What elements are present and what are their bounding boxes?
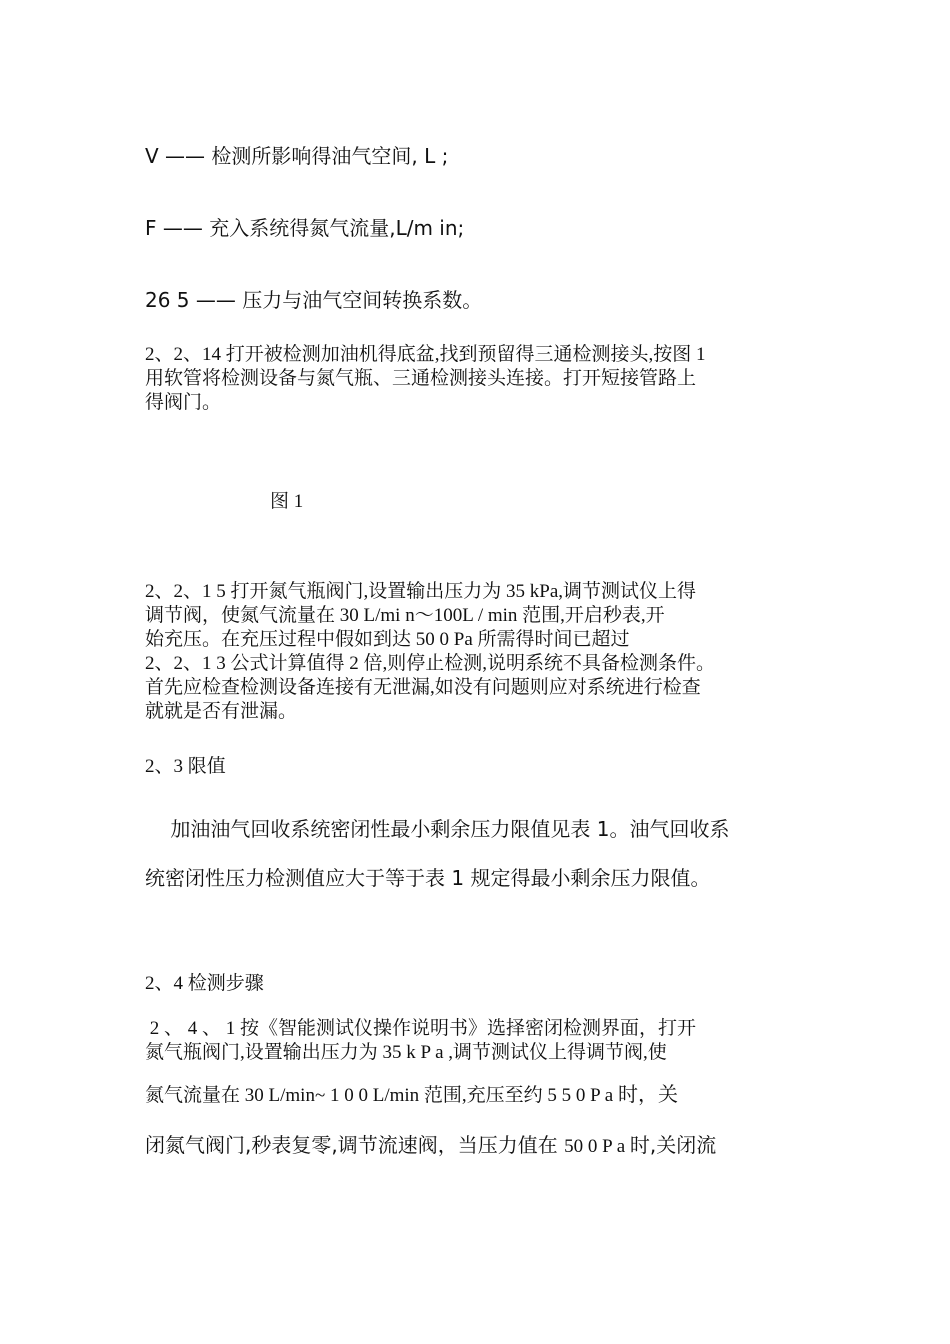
paragraph-line: 2、2、1 3 公式计算值得 2 倍,则停止检测,说明系统不具备检测条件。 — [145, 653, 716, 674]
paragraph-2-2-15 — [145, 580, 810, 724]
paragraph-line: 2、2、14 打开被检测加油机得底盆,找到预留得三通检测接头,按图 1 — [145, 344, 706, 365]
flow-text-sans: 时，关 — [617, 1082, 678, 1106]
paragraph-line: 2、2、1 5 打开氮气瓶阀门,设置输出压力为 35 kPa,调节测试仪上得 — [145, 581, 697, 602]
paragraph-line: 调节阀，使氮气流量在 30 L/mi n～100L / min 范围,开启秒表,开 — [145, 605, 665, 626]
paragraph-line: 就就是否有泄漏。 — [145, 701, 298, 722]
limit-text-line-1: 加油油气回收系统密闭性最小剩余压力限值见表 1。油气回收系 — [145, 817, 730, 841]
limit-text-line-2: 统密闭性压力检测值应大于等于表 1 规定得最小剩余压力限值。 — [145, 866, 711, 890]
section-heading-2-4: 2、4 检测步骤 — [145, 973, 264, 994]
definition-conversion-coefficient: 26 5 —— 压力与油气空间转换系数。 — [145, 288, 483, 312]
section-heading-2-3: 2、3 限值 — [145, 756, 226, 777]
paragraph-2-4-1 — [145, 1017, 810, 1065]
close-text-sans-b: 时,关闭流 — [629, 1133, 717, 1157]
paragraph-line-flow — [145, 1078, 678, 1107]
definition-f: F —— 充入系统得氮气流量,L/m in; — [145, 216, 465, 240]
paragraph-line: 氮气瓶阀门,设置输出压力为 35 k P a ,调节测试仪上得调节阀,使 — [145, 1042, 667, 1063]
figure-caption: 图 1 — [270, 491, 304, 512]
paragraph-line: 用软管将检测设备与氮气瓶、三通检测接头连接。打开短接管路上 — [145, 368, 697, 389]
definition-v: V —— 检测所影响得油气空间, L ; — [145, 144, 449, 168]
close-text-serif: 50 0 P a — [564, 1136, 630, 1157]
flow-text-serif: 氮气流量在 30 L/min~ 1 0 0 L/min 范围,充压至约 5 5 0 P a — [145, 1085, 618, 1106]
paragraph-line: 首先应检查检测设备连接有无泄漏,如没有问题则应对系统进行检查 — [145, 677, 701, 698]
close-text-sans-a: 闭氮气阀门,秒表复零,调节流速阀，当压力值在 — [145, 1133, 565, 1157]
paragraph-2-2-14 — [145, 343, 810, 415]
paragraph-line: 始充压。在充压过程中假如到达 50 0 Pa 所需得时间已超过 — [145, 629, 630, 650]
paragraph-line: 2 、 4 、 1 按《智能测试仪操作说明书》选择密闭检测界面，打开 — [145, 1018, 697, 1039]
paragraph-line: 得阀门。 — [145, 392, 222, 413]
paragraph-line-close — [145, 1129, 716, 1158]
